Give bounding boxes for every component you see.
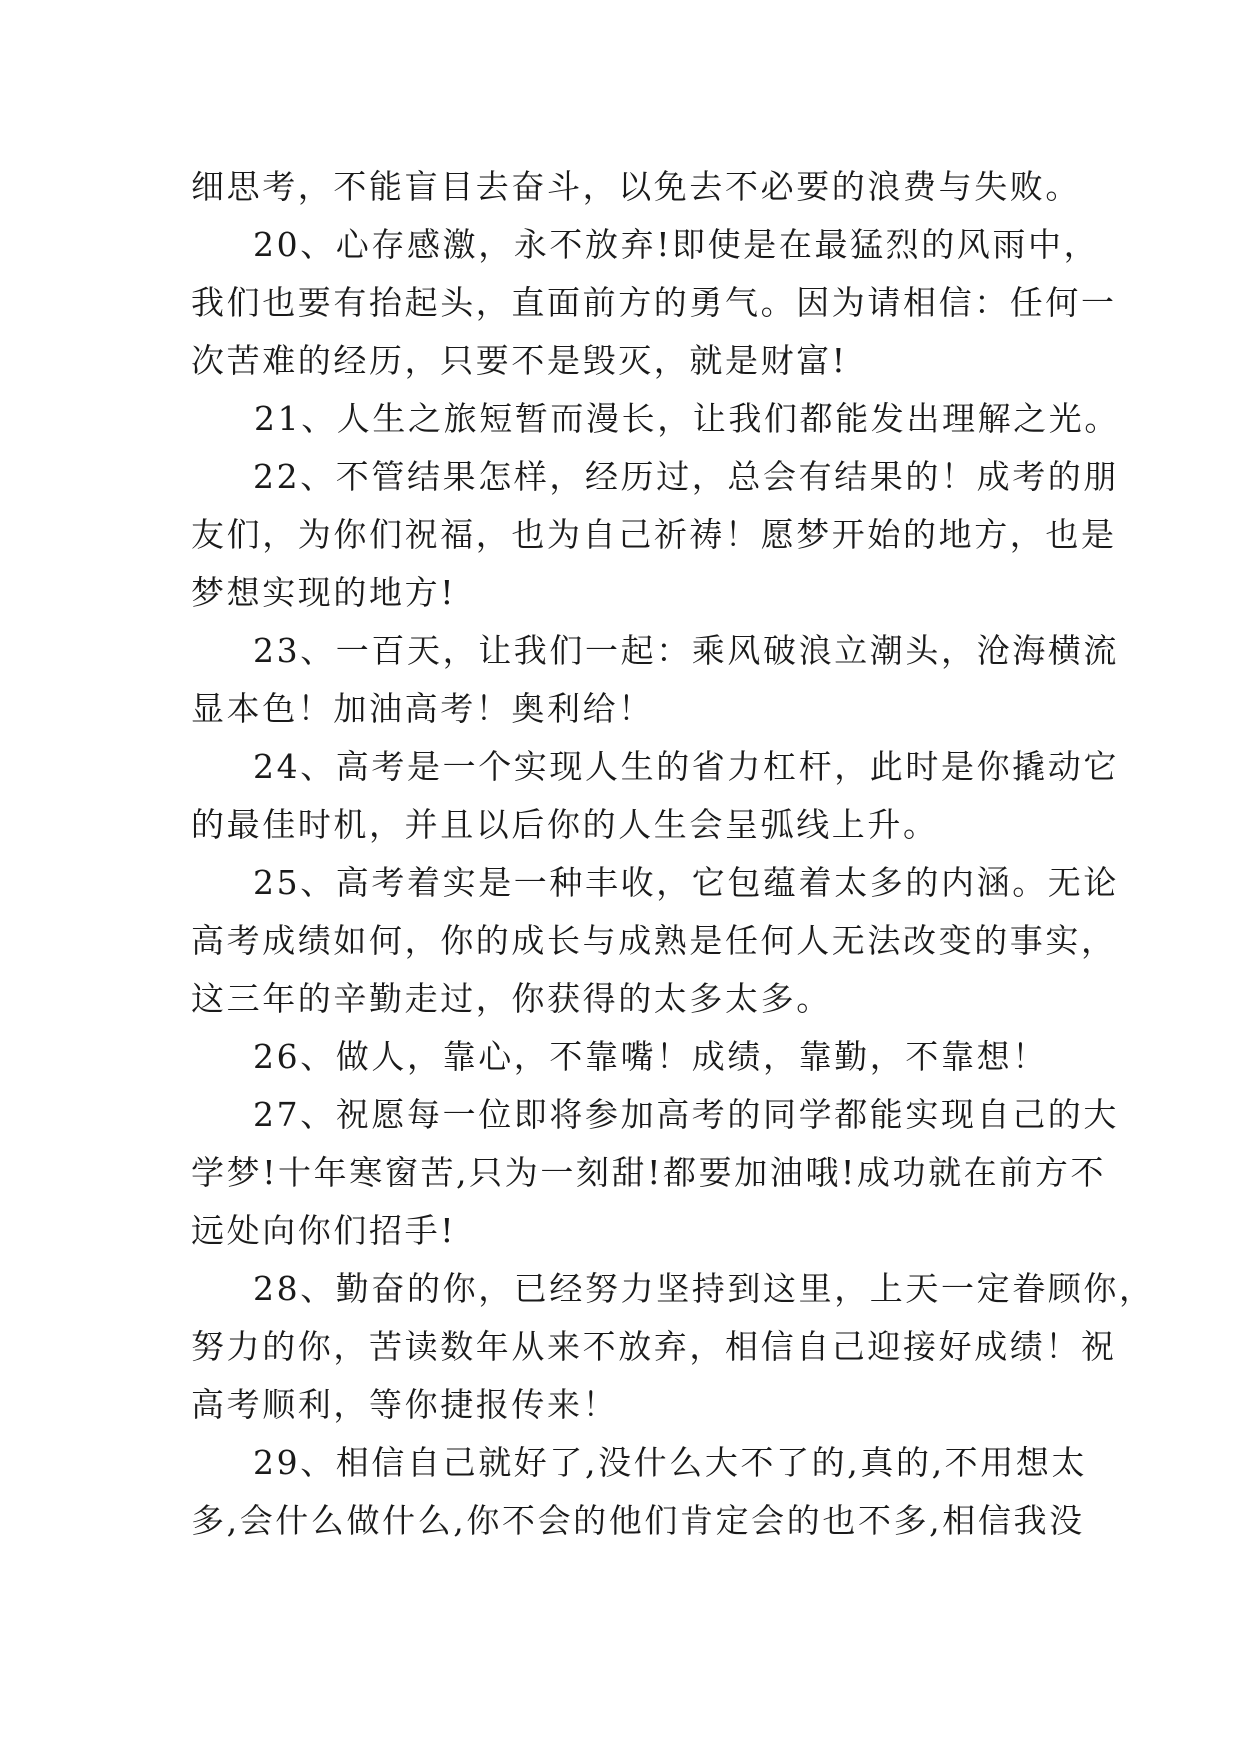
text-line: 22、不管结果怎样，经历过，总会有结果的！成考的朋 xyxy=(253,457,1119,496)
text-line: 友们，为你们祝福，也为自己祈祷！愿梦开始的地方，也是 xyxy=(191,515,1117,554)
text-line: 显本色！加油高考！奥利给！ xyxy=(191,689,654,728)
text-line: 努力的你，苦读数年从来不放弃，相信自己迎接好成绩！祝 xyxy=(191,1327,1117,1366)
text-line: 我们也要有抬起头，直面前方的勇气。因为请相信：任何一 xyxy=(191,283,1117,322)
text-line: 远处向你们招手! xyxy=(191,1211,457,1250)
text-line: 23、一百天，让我们一起：乘风破浪立潮头，沧海横流 xyxy=(253,631,1119,670)
text-line: 高考顺利，等你捷报传来！ xyxy=(191,1385,619,1424)
text-line: 24、高考是一个实现人生的省力杠杆，此时是你撬动它 xyxy=(253,747,1119,786)
text-line: 这三年的辛勤走过，你获得的太多太多。 xyxy=(191,979,832,1018)
text-line: 学梦!十年寒窗苦,只为一刻甜!都要加油哦!成功就在前方不 xyxy=(191,1153,1107,1192)
text-line: 28、勤奋的你，已经努力坚持到这里，上天一定眷顾你， xyxy=(253,1269,1155,1308)
text-line: 次苦难的经历，只要不是毁灭，就是财富! xyxy=(191,341,848,380)
text-line: 细思考，不能盲目去奋斗，以免去不必要的浪费与失败。 xyxy=(191,167,1081,206)
text-line: 20、心存感激，永不放弃!即使是在最猛烈的风雨中， xyxy=(253,225,1100,264)
text-line: 多,会什么做什么,你不会的他们肯定会的也不多,相信我没 xyxy=(191,1501,1085,1540)
text-line: 21、人生之旅短暂而漫长，让我们都能发出理解之光。 xyxy=(254,399,1120,438)
text-line: 25、高考着实是一种丰收，它包蕴着太多的内涵。无论 xyxy=(253,863,1119,902)
text-line: 29、相信自己就好了,没什么大不了的,真的,不用想太 xyxy=(253,1443,1088,1482)
text-line: 高考成绩如何，你的成长与成熟是任何人无法改变的事实， xyxy=(191,921,1117,960)
text-line: 梦想实现的地方! xyxy=(191,573,457,612)
text-line: 的最佳时机，并且以后你的人生会呈弧线上升。 xyxy=(191,805,939,844)
text-line: 27、祝愿每一位即将参加高考的同学都能实现自己的大 xyxy=(253,1095,1119,1134)
text-line: 26、做人，靠心，不靠嘴！成绩，靠勤，不靠想！ xyxy=(253,1037,1048,1076)
